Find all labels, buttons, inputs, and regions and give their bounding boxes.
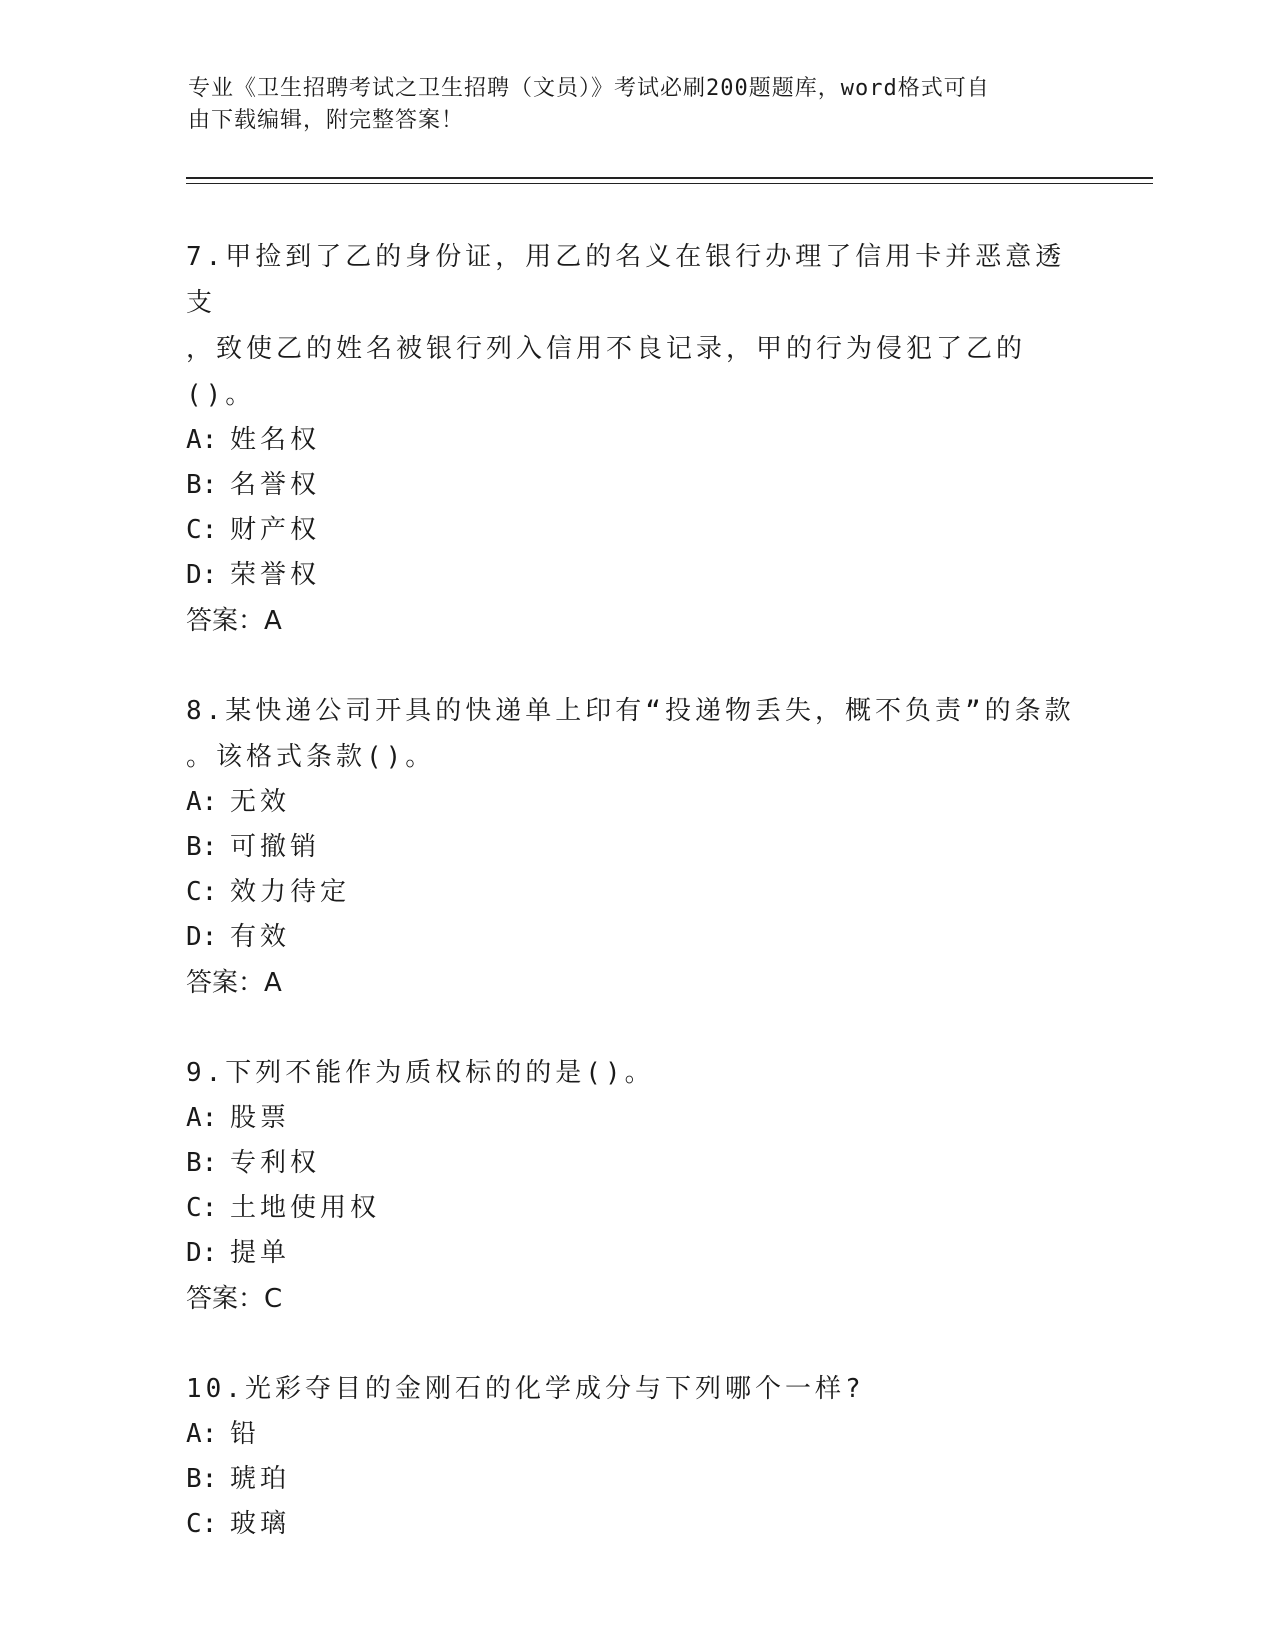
- option-text: 姓名权: [230, 425, 321, 455]
- option-b: [186, 825, 1086, 870]
- option-a: [186, 1096, 1086, 1141]
- option-letter: C:: [186, 1193, 218, 1223]
- question-text-line-2: ，致使乙的姓名被银行列入信用不良记录，甲的行为侵犯了乙的()。: [186, 334, 1027, 410]
- option-text: 琥珀: [230, 1464, 291, 1494]
- option-a: [186, 780, 1086, 825]
- option-text: 股票: [230, 1103, 291, 1133]
- question-text-line-2: 。该格式条款()。: [186, 742, 436, 772]
- question-text-line-1: 8.某快递公司开具的快递单上印有“投递物丢失，概不负责”的条款: [186, 696, 1075, 726]
- answer-line: 答案：A: [186, 606, 282, 636]
- option-letter: C:: [186, 515, 218, 545]
- question-text-line-1: 10.光彩夺目的金刚石的化学成分与下列哪个一样?: [186, 1374, 865, 1404]
- option-letter: B:: [186, 470, 218, 500]
- question-text-line-1: 7.甲捡到了乙的身份证，用乙的名义在银行办理了信用卡并恶意透支: [186, 242, 1066, 318]
- header-divider-thin: [186, 183, 1153, 184]
- option-letter: A:: [186, 1103, 218, 1133]
- option-text: 提单: [230, 1238, 291, 1268]
- header-line-2: 由下载编辑，附完整答案！: [188, 108, 465, 133]
- answer-line: 答案：C: [186, 1284, 283, 1314]
- option-letter: B:: [186, 1148, 218, 1178]
- option-b: [186, 1457, 1086, 1502]
- option-c: [186, 1502, 1086, 1547]
- option-b: [186, 1141, 1086, 1186]
- option-text: 荣誉权: [230, 560, 321, 590]
- question-7: [186, 234, 1086, 644]
- option-d: [186, 553, 1086, 598]
- option-text: 铅: [230, 1419, 261, 1449]
- option-text: 有效: [230, 922, 291, 952]
- header-divider-thick: [186, 177, 1153, 179]
- option-letter: B:: [186, 832, 218, 862]
- option-text: 土地使用权: [230, 1193, 381, 1223]
- option-letter: D:: [186, 560, 218, 590]
- option-a: [186, 1412, 1086, 1457]
- option-text: 可撤销: [230, 832, 321, 862]
- option-text: 玻璃: [230, 1509, 291, 1539]
- option-letter: B:: [186, 1464, 218, 1494]
- document-header: [188, 73, 1068, 137]
- header-line-1: 专业《卫生招聘考试之卫生招聘（文员）》考试必刷200题题库，word格式可自: [188, 76, 990, 101]
- option-letter: A:: [186, 1419, 218, 1449]
- option-c: [186, 870, 1086, 915]
- option-letter: A:: [186, 787, 218, 817]
- option-d: [186, 1231, 1086, 1276]
- question-9: [186, 1050, 1086, 1322]
- option-letter: A:: [186, 425, 218, 455]
- question-8: [186, 688, 1086, 1006]
- option-letter: D:: [186, 922, 218, 952]
- question-list: [186, 234, 1086, 1591]
- answer-line: 答案：A: [186, 968, 282, 998]
- option-text: 名誉权: [230, 470, 321, 500]
- option-a: [186, 418, 1086, 463]
- question-10: [186, 1366, 1086, 1547]
- option-text: 专利权: [230, 1148, 321, 1178]
- option-c: [186, 508, 1086, 553]
- option-d: [186, 915, 1086, 960]
- option-letter: C:: [186, 877, 218, 907]
- option-letter: C:: [186, 1509, 218, 1539]
- option-text: 财产权: [230, 515, 321, 545]
- option-c: [186, 1186, 1086, 1231]
- option-text: 效力待定: [230, 877, 351, 907]
- question-text-line-1: 9.下列不能作为质权标的的是()。: [186, 1058, 655, 1088]
- option-b: [186, 463, 1086, 508]
- option-letter: D:: [186, 1238, 218, 1268]
- option-text: 无效: [230, 787, 291, 817]
